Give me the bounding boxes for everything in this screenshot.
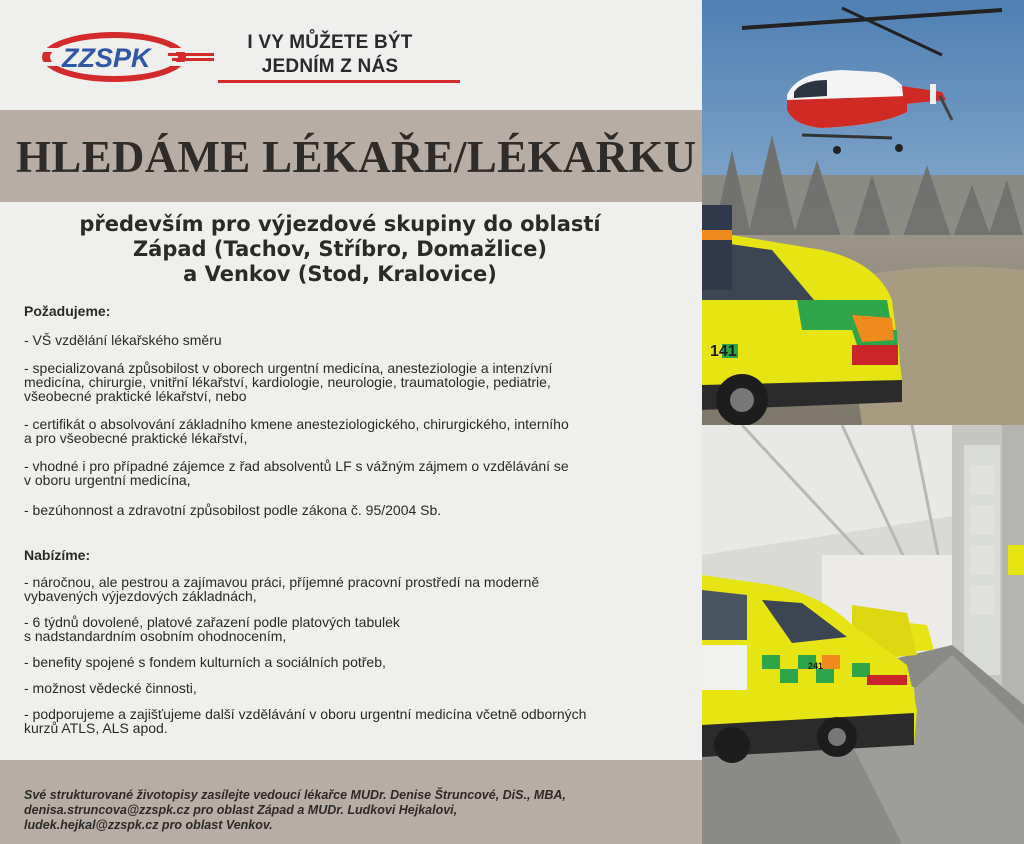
subtitle-line-1: především pro výjezdové skupiny do oblastí <box>79 212 601 236</box>
requirement-item <box>24 459 684 487</box>
requirement-item <box>24 417 684 445</box>
slogan-line-1: I VY MŮŽETE BÝT <box>247 32 413 53</box>
page-title: HLEDÁME LÉKAŘE/LÉKAŘKU <box>16 132 697 182</box>
title-band <box>0 110 702 202</box>
contact-text <box>24 788 684 833</box>
offer-list <box>24 575 684 735</box>
offer-item-line: - možnost vědecké činnosti, <box>24 680 197 696</box>
requirements-heading: Požadujeme: <box>24 303 111 319</box>
contact-footer <box>0 760 702 844</box>
offer-item-line: - benefity spojené s fondem kulturních a sociálních potřeb, <box>24 654 386 670</box>
subtitle <box>0 212 680 287</box>
requirement-item-line: všeobecné praktické lékařství, nebo <box>24 388 247 404</box>
offer-item-line: vybavených výjezdových základnách, <box>24 588 257 604</box>
offer-item <box>24 707 684 735</box>
offer-heading: Nabízíme: <box>24 547 91 563</box>
slogan-line-2: JEDNÍM Z NÁS <box>261 56 399 77</box>
contact-line-1: Své strukturované životopisy zasílejte vedoucí lékařce MUDr. Denise Štruncové, DiS., MBA, <box>24 788 566 802</box>
requirement-item-line: a pro všeobecné praktické lékařství, <box>24 430 248 446</box>
helicopter-ambulance-photo <box>702 0 1024 425</box>
ambulance-number-top: 141 <box>710 343 737 360</box>
offer-item <box>24 681 684 695</box>
offer-item <box>24 615 684 643</box>
slogan <box>200 31 460 79</box>
offer-item-line: - podporujeme a zajišťujeme další vzdělávání v oboru urgentní medicína včetně odborných <box>24 706 587 722</box>
requirement-item-line: - specializovaná způsobilost v oborech urgentní medicína, anesteziologie a intenzívní <box>24 360 553 376</box>
offer-item-line: s nadstandardním osobním ohodnocením, <box>24 628 287 644</box>
requirements-list <box>24 333 684 517</box>
ambulance-number-bottom: 241 <box>808 661 824 671</box>
offer-item <box>24 655 684 669</box>
requirement-item-line: - bezúhonnost a zdravotní způsobilost podle zákona č. 95/2004 Sb. <box>24 502 442 518</box>
slogan-underline <box>218 80 460 83</box>
requirement-item-line: - certifikát o absolvování základního kmene anesteziologického, chirurgického, interního <box>24 416 569 432</box>
requirement-item <box>24 361 684 403</box>
requirement-item <box>24 333 684 347</box>
offer-item-line: - 6 týdnů dovolené, platové zařazení podle platových tabulek <box>24 614 400 630</box>
requirement-item-line: v oboru urgentní medicína, <box>24 472 191 488</box>
subtitle-line-3: a Venkov (Stod, Kralovice) <box>183 262 497 286</box>
offer-item <box>24 575 684 603</box>
requirement-item-line: - VŠ vzdělání lékařského směru <box>24 332 222 348</box>
requirement-item <box>24 503 684 517</box>
contact-line-3: ludek.hejkal@zzspk.cz pro oblast Venkov. <box>24 818 273 832</box>
zzspk-logo <box>38 28 214 86</box>
requirement-item-line: - vhodné i pro případné zájemce z řad absolventů LF s vážným zájmem o vzdělávání se <box>24 458 569 474</box>
logo-text: ZZSPK <box>62 43 151 73</box>
contact-line-2: denisa.struncova@zzspk.cz pro oblast Západ a MUDr. Ludkovi Hejkalovi, <box>24 803 458 817</box>
flyer-body <box>24 303 684 735</box>
requirement-item-line: medicína, chirurgie, vnitřní lékařství, kardiologie, neurologie, traumatologie, pediatrie, <box>24 374 551 390</box>
offer-item-line: - náročnou, ale pestrou a zajímavou práci, příjemné pracovní prostředí na moderně <box>24 574 540 590</box>
subtitle-line-2: Západ (Tachov, Stříbro, Domažlice) <box>132 237 548 261</box>
offer-item-line: kurzů ATLS, ALS apod. <box>24 720 168 736</box>
ambulance-garage-photo <box>702 425 1024 844</box>
